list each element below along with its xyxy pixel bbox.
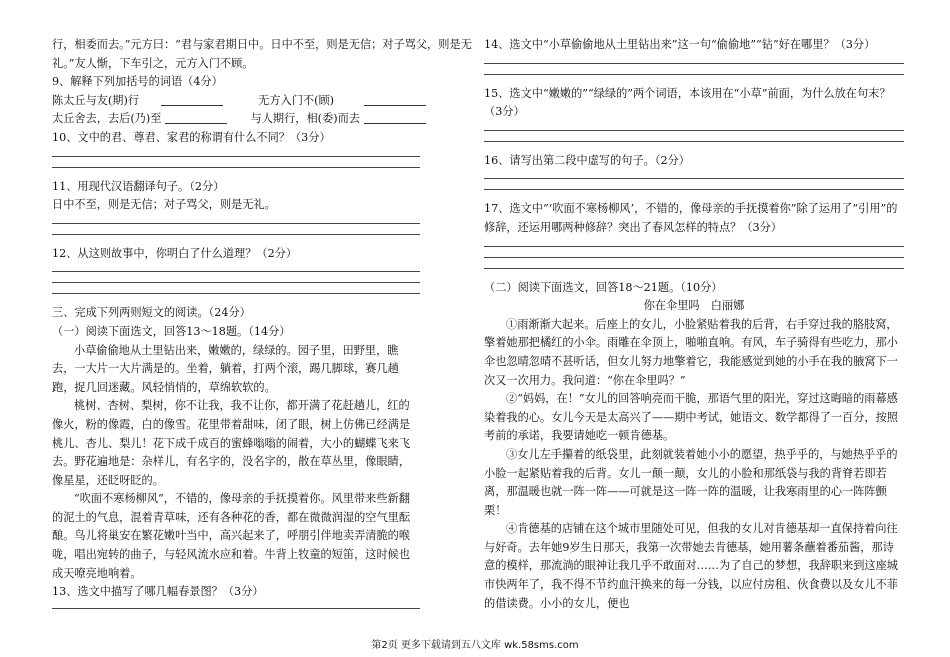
q9-row-2 <box>52 110 420 129</box>
reading-paragraph-2: 桃树、杏树、梨树，你不让我，我不让你，都开满了花赶趟儿，红的像火，粉的像霞，白的像雪。花里带着甜味，闭了眼，树上仿佛已经满是桃儿、杏儿、梨儿！花下成千成百的蜜蜂嗡嗡的闹着，大小的蝴蝶飞来飞去。野花遍地是：杂样儿，有名字的，没名字的，散在草丛里，像眼睛，像星星，还眨呀眨的。 <box>52 399 411 487</box>
answer-blank[interactable] <box>165 111 227 124</box>
q9-item-b: 无方入门不(顾) <box>258 93 335 107</box>
answer-line[interactable] <box>52 293 420 294</box>
section-3-part-1: （一）阅读下面选文，回答13～18题。（14分） <box>52 324 291 338</box>
answer-blank[interactable] <box>364 93 426 106</box>
article-paragraph-3: ③女儿左手攥着的纸袋里，此刻就装着她小小的愿望，热乎乎的，与她热乎乎的小脸一起紧贴着我的后背。女儿一颠一颠，女儿的小脸和那纸袋与我的背脊若即若离，那温暖也就一阵一阵——可就是这一阵一阵的温暖，让我寒雨里的心一阵阵颤栗！ <box>484 447 898 517</box>
section-3-heading: 三、完成下列两则短文的阅读。（24分） <box>52 306 251 320</box>
article-paragraph-2: ②“妈妈，在！”女儿的回答响亮而干脆，那语气里的阳光，穿过这晦暗的雨幕感染着我的心。女儿今天是太高兴了——期中考试，她语文、数学都得了一百分，按照考前的承诺，我要请她吃一顿肯德基。 <box>484 392 898 443</box>
answer-line[interactable] <box>52 608 420 609</box>
answer-line[interactable] <box>484 141 904 142</box>
answer-line[interactable] <box>484 257 904 258</box>
q9-item-c: 太丘舍去，去后(乃)至 <box>52 112 162 126</box>
answer-line[interactable] <box>484 178 904 179</box>
answer-line[interactable] <box>484 268 904 269</box>
right-column <box>484 0 904 610</box>
answer-blank[interactable] <box>161 93 223 106</box>
question-17: 17、选文中“‘吹面不寒杨柳风’，不错的，像母亲的手抚摸着你”除了运用了“引用”的修辞，还运用哪两种修辞？突出了春风怎样的特点？（3分） <box>484 202 898 234</box>
question-12: 12、从这则故事中，你明白了什么道理？（2分） <box>52 246 298 260</box>
answer-line[interactable] <box>484 130 904 131</box>
passage-line: 行，相委而去。”元方曰：“君与家君期日中。日中不至，则是无信；对子骂父，则是无 <box>52 38 472 51</box>
answer-line[interactable] <box>52 282 420 283</box>
left-column <box>52 0 472 619</box>
answer-line[interactable] <box>484 189 904 190</box>
article-paragraph-4: ④肯德基的店铺在这个城市里随处可见，但我的女儿对肯德基却一直保持着向往与好奇。去年她9岁生日那天，我第一次带她去肯德基，她用薯条蘸着番茄酱，那诗意的模样，那流淌的眼神让我几乎不敢面对……为了自己的梦想，我辞职来到这座城市快两年了，我不得不节约血汗换来的每一分钱，以应付房租、伙食费以及女儿不菲的借读费。小小的女儿，便也 <box>484 522 898 610</box>
question-14: 14、选文中“小草偷偷地从土里钻出来”这一句“偷偷地”“钻”好在哪里？（3分） <box>484 38 876 51</box>
question-9: 9、解释下列加括号的词语（4分） <box>52 75 223 89</box>
page-footer: 第2页 更多下载请到五八文库 wk.58sms.com <box>371 640 579 651</box>
answer-line[interactable] <box>52 167 420 168</box>
answer-line[interactable] <box>52 156 420 157</box>
answer-line[interactable] <box>52 234 420 235</box>
reading-paragraph-1: 小草偷偷地从土里钻出来，嫩嫩的，绿绿的。园子里，田野里，瞧去，一大片一大片满是的。坐着，躺着，打两个滚，踢几脚球，赛几趟跑，捉几回迷藏。风轻悄悄的，草绵软软的。 <box>52 343 399 394</box>
answer-line[interactable] <box>484 74 904 75</box>
answer-blank[interactable] <box>364 111 426 124</box>
question-16: 16、请写出第二段中虚写的句子。（2分） <box>484 153 690 167</box>
article-paragraph-1: ①雨渐渐大起来。后座上的女儿，小脸紧贴着我的后背，右手穿过我的胳肢窝，擎着她那把橘红的小伞。雨雕在伞顶上，啪啪直响。有风，车子骑得有些吃力，那小伞也忽晴忽晴不甚听话，但女儿努力地擎着它，我能感觉到她的小手在我的腋窝下一次又一次用力。我问道：“你在伞里吗？” <box>484 317 898 387</box>
passage-line: 礼。”友人惭，下车引之，元方入门不顾。 <box>52 56 254 70</box>
question-11: 11、用现代汉语翻译句子。（2分） <box>52 179 225 193</box>
answer-line[interactable] <box>484 246 904 247</box>
answer-line[interactable] <box>484 63 904 64</box>
q11-sentence: 日中不至，则是无信；对子骂父，则是无礼。 <box>52 198 276 212</box>
q9-row-1 <box>52 92 420 111</box>
q9-item-a: 陈太丘与友(期)行 <box>52 93 140 107</box>
q9-item-d: 与人期行，相(委)而去 <box>250 112 360 126</box>
answer-line[interactable] <box>52 223 420 224</box>
question-10: 10、文中的君、尊君、家君的称谓有什么不同？（3分） <box>52 130 331 144</box>
answer-line[interactable] <box>52 271 420 272</box>
question-15: 15、选文中“嫩嫩的”“绿绿的”两个词语，本该用在“小草”前面，为什么放在句末？（3分） <box>484 86 891 119</box>
article-title: 你在伞里吗 白丽娜 <box>643 299 745 313</box>
question-13: 13、选文中描写了哪几幅春景图？（3分） <box>52 585 264 599</box>
reading-paragraph-3: “吹面不寒杨柳风”，不错的，像母亲的手抚摸着你。风里带来些新翻的泥土的气息，混着青草味，还有各种花的香，都在微微润湿的空气里酝酿。鸟儿将巢安在繁花嫩叶当中，高兴起来了，呼朋引伴地卖弄清脆的喉咙，唱出宛转的曲子，与轻风流水应和着。牛背上牧童的短笛，这时候也成天嘹亮地响着。 <box>52 492 411 580</box>
section-3-part-2: （二）阅读下面选文，回答18～21题。（10分） <box>484 280 723 294</box>
